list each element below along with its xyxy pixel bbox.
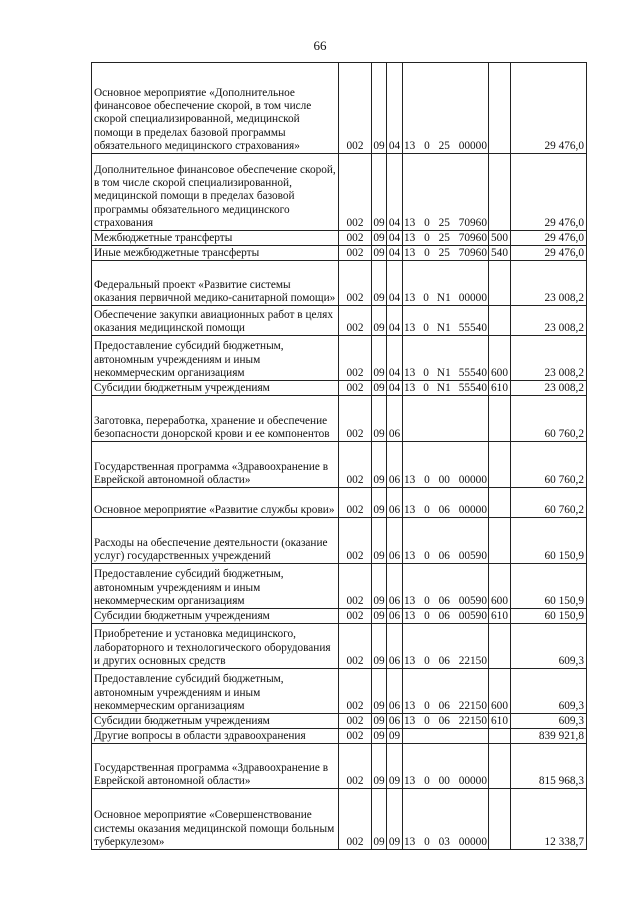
- row-vr: [489, 518, 511, 564]
- row-ved: 002: [339, 564, 372, 609]
- row-vr: [489, 744, 511, 789]
- code-part-p3: N1: [436, 381, 451, 394]
- code-part-p2: 0: [424, 714, 430, 727]
- table-row: [92, 624, 587, 669]
- row-csr: [403, 744, 489, 789]
- code-part-p3: N1: [436, 291, 451, 304]
- row-sum: 29 476,0: [511, 231, 587, 246]
- row-rz: 09: [373, 609, 385, 622]
- table-row: [92, 564, 587, 609]
- row-rz: 09: [372, 261, 387, 306]
- row-csr: [403, 518, 489, 564]
- code-part-p2: 0: [424, 549, 430, 562]
- row-csr: [403, 442, 489, 488]
- code-part-p2: 0: [424, 503, 430, 516]
- row-name: Обеспечение закупки авиационных работ в целях оказания медицинской помощи: [92, 306, 339, 336]
- row-vr: [489, 154, 511, 231]
- row-name: Основное мероприятие «Совершенствование системы оказания медицинской помощи больным туберкулезом»: [92, 789, 339, 850]
- row-csr: [403, 564, 489, 609]
- row-csr: [403, 261, 489, 306]
- code-part-p2: 0: [424, 835, 430, 848]
- row-ved: 002: [339, 714, 372, 729]
- target-article-code: [404, 367, 487, 380]
- row-rz: 09: [372, 396, 387, 442]
- code-part-p3: 25: [438, 216, 450, 229]
- target-article-code: [404, 655, 487, 668]
- row-ved: 002: [339, 154, 372, 231]
- table-row: [92, 609, 587, 624]
- code-part-p4: 22150: [458, 714, 487, 727]
- row-rz: 09: [372, 564, 387, 609]
- row-csr: [403, 381, 489, 396]
- row-name: Предоставление субсидий бюджетным, автономным учреждениям и иным некоммерческим организациям: [92, 564, 339, 609]
- code-part-p2: 0: [424, 594, 430, 607]
- row-ved: 002: [339, 261, 372, 306]
- table-row: [92, 488, 587, 518]
- code-part-p2: 0: [424, 654, 430, 667]
- row-sum: 609,3: [511, 714, 587, 729]
- row-csr: [403, 669, 489, 714]
- code-part-p1: 13: [404, 321, 416, 334]
- code-part-p1: 13: [404, 139, 416, 152]
- table-row: [92, 744, 587, 789]
- table-row: [92, 714, 587, 729]
- row-name: Дополнительное финансовое обеспечение скорой, в том числе скорой специализированной, медицинской помощи в пределах базовой программы обязательного медицинского страхования: [92, 154, 339, 231]
- row-name: Государственная программа «Здравоохранение в Еврейской автономной области»: [92, 744, 339, 789]
- row-pr: 06: [387, 488, 403, 518]
- row-csr: [403, 246, 489, 261]
- code-part-p4: 00590: [458, 609, 487, 622]
- row-rz: 09: [372, 669, 387, 714]
- row-pr: 06: [387, 564, 403, 609]
- code-part-p2: 0: [424, 774, 430, 787]
- row-ved: 002: [339, 231, 372, 246]
- row-sum: 23 008,2: [511, 306, 587, 336]
- row-pr: 04: [387, 154, 403, 231]
- target-article-code: [404, 595, 487, 608]
- row-rz: 09: [372, 488, 387, 518]
- row-name: Основное мероприятие «Дополнительное финансовое обеспечение скорой, в том числе скорой специализированной, медицинской помощи в пределах базовой программы обязательного медицинского страхования»: [92, 63, 339, 154]
- target-article-code: [404, 382, 487, 395]
- code-part-p3: 06: [438, 699, 450, 712]
- table-row: [92, 336, 587, 381]
- row-csr: [403, 306, 489, 336]
- row-vr: [489, 789, 511, 850]
- row-name: Субсидии бюджетным учреждениям: [92, 381, 339, 396]
- row-name: Приобретение и установка медицинского, лабораторного и технологического оборудования и других основных средств: [92, 624, 339, 669]
- row-pr: 04: [387, 231, 403, 246]
- row-vr: 600: [489, 669, 511, 714]
- code-part-p3: 00: [438, 774, 450, 787]
- code-part-p2: 0: [424, 216, 430, 229]
- row-vr: [489, 442, 511, 488]
- target-article-code: [404, 775, 487, 788]
- code-part-p2: 0: [423, 366, 429, 379]
- code-part-p1: 13: [404, 216, 416, 229]
- row-rz: 09: [373, 381, 385, 394]
- row-sum: 609,3: [511, 624, 587, 669]
- row-csr: [403, 609, 489, 624]
- row-sum: 839 921,8: [511, 729, 587, 744]
- code-part-p1: 13: [404, 714, 416, 727]
- row-csr: [403, 488, 489, 518]
- target-article-code: [404, 504, 487, 517]
- row-pr: 06: [387, 714, 403, 729]
- code-part-p3: 25: [438, 246, 450, 259]
- table-row: [92, 396, 587, 442]
- code-part-p1: 13: [404, 774, 416, 787]
- row-sum: 23 008,2: [511, 336, 587, 381]
- code-part-p3: 06: [438, 503, 450, 516]
- code-part-p4: 00590: [458, 594, 487, 607]
- row-rz: 09: [372, 306, 387, 336]
- code-part-p4: 00590: [458, 549, 487, 562]
- row-ved: 002: [339, 624, 372, 669]
- row-rz: 09: [372, 744, 387, 789]
- row-ved: 002: [339, 336, 372, 381]
- code-part-p1: 13: [404, 366, 416, 379]
- row-ved: 002: [339, 789, 372, 850]
- page-number: 66: [313, 38, 327, 53]
- code-part-p1: 13: [404, 549, 416, 562]
- row-vr: 600: [489, 564, 511, 609]
- code-part-p3: N1: [436, 321, 451, 334]
- row-sum: 60 760,2: [511, 442, 587, 488]
- row-ved: 002: [339, 381, 372, 396]
- code-part-p3: 25: [438, 139, 450, 152]
- row-sum: 60 150,9: [511, 609, 587, 624]
- row-vr: 500: [489, 231, 511, 246]
- row-sum: 23 008,2: [511, 381, 587, 396]
- code-part-p4: 22150: [458, 654, 487, 667]
- table-row: [92, 729, 587, 744]
- table-row: [92, 442, 587, 488]
- row-csr: [403, 63, 489, 154]
- target-article-code: [404, 715, 487, 728]
- code-part-p3: 06: [438, 549, 450, 562]
- table-row: [92, 231, 587, 246]
- target-article-code: [404, 550, 487, 563]
- target-article-code: [404, 322, 487, 335]
- code-part-p3: 03: [438, 835, 450, 848]
- row-sum: 29 476,0: [511, 63, 587, 154]
- row-pr: 06: [387, 396, 403, 442]
- row-pr: 04: [387, 306, 403, 336]
- row-pr: 04: [387, 246, 403, 261]
- row-pr: 09: [387, 744, 403, 789]
- row-pr: 04: [387, 381, 403, 396]
- row-rz: 09: [372, 63, 387, 154]
- row-name: Федеральный проект «Развитие системы оказания первичной медико-санитарной помощи»: [92, 261, 339, 306]
- code-part-p2: 0: [423, 321, 429, 334]
- row-sum: 815 968,3: [511, 744, 587, 789]
- row-vr: 610: [489, 714, 511, 729]
- row-name: Расходы на обеспечение деятельности (оказание услуг) государственных учреждений: [92, 518, 339, 564]
- row-ved: 002: [339, 63, 372, 154]
- code-part-p2: 0: [424, 473, 430, 486]
- table-row: [92, 789, 587, 850]
- row-name: Предоставление субсидий бюджетным, автономным учреждениям и иным некоммерческим организациям: [92, 669, 339, 714]
- budget-table: [91, 62, 587, 850]
- row-pr: 04: [387, 336, 403, 381]
- row-pr: 06: [387, 624, 403, 669]
- target-article-code: [404, 247, 487, 260]
- row-vr: [489, 488, 511, 518]
- row-vr: [489, 396, 511, 442]
- row-rz: 09: [373, 246, 385, 259]
- row-csr: [403, 154, 489, 231]
- row-rz: 09: [372, 336, 387, 381]
- row-name: Заготовка, переработка, хранение и обеспечение безопасности донорской крови и ее компонентов: [92, 396, 339, 442]
- target-article-code: [404, 292, 487, 305]
- code-part-p4: 00000: [458, 139, 487, 152]
- row-rz: 09: [373, 231, 385, 244]
- row-csr: [403, 729, 489, 744]
- code-part-p3: N1: [436, 366, 451, 379]
- row-rz: 09: [372, 624, 387, 669]
- code-part-p2: 0: [424, 139, 430, 152]
- code-part-p1: 13: [404, 699, 416, 712]
- code-part-p4: 70960: [458, 231, 487, 244]
- code-part-p4: 00000: [458, 473, 487, 486]
- row-name: Основное мероприятие «Развитие службы крови»: [92, 488, 339, 518]
- code-part-p4: 00000: [458, 835, 487, 848]
- code-part-p1: 13: [404, 609, 416, 622]
- row-rz: 09: [372, 789, 387, 850]
- row-pr: 06: [387, 609, 403, 624]
- row-csr: [403, 624, 489, 669]
- row-sum: 12 338,7: [511, 789, 587, 850]
- row-pr: 04: [387, 63, 403, 154]
- row-vr: 600: [489, 336, 511, 381]
- row-csr: [403, 396, 489, 442]
- row-sum: 60 760,2: [511, 396, 587, 442]
- code-part-p3: 06: [438, 654, 450, 667]
- row-sum: 23 008,2: [511, 261, 587, 306]
- code-part-p4: 00000: [458, 503, 487, 516]
- row-rz: 09: [372, 442, 387, 488]
- row-pr: 06: [387, 669, 403, 714]
- row-rz: 09: [372, 518, 387, 564]
- row-sum: 60 150,9: [511, 564, 587, 609]
- row-vr: 610: [489, 609, 511, 624]
- row-pr: 06: [387, 518, 403, 564]
- table-row: [92, 63, 587, 154]
- code-part-p3: 06: [438, 714, 450, 727]
- row-ved: 002: [339, 488, 372, 518]
- row-ved: 002: [339, 609, 372, 624]
- code-part-p1: 13: [404, 654, 416, 667]
- row-rz: 09: [372, 154, 387, 231]
- code-part-p2: 0: [423, 291, 429, 304]
- row-name: Межбюджетные трансферты: [92, 231, 339, 246]
- row-vr: [489, 624, 511, 669]
- row-vr: [489, 306, 511, 336]
- row-rz: 09: [373, 714, 385, 727]
- code-part-p2: 0: [424, 231, 430, 244]
- code-part-p4: 70960: [458, 216, 487, 229]
- row-csr: [403, 231, 489, 246]
- row-sum: 29 476,0: [511, 154, 587, 231]
- row-vr: 540: [489, 246, 511, 261]
- code-part-p2: 0: [424, 609, 430, 622]
- code-part-p1: 13: [404, 291, 416, 304]
- code-part-p1: 13: [404, 594, 416, 607]
- table-row: [92, 518, 587, 564]
- code-part-p2: 0: [424, 246, 430, 259]
- target-article-code: [404, 140, 487, 153]
- row-rz: 09: [373, 729, 385, 742]
- code-part-p3: 00: [438, 473, 450, 486]
- table-row: [92, 246, 587, 261]
- row-csr: [403, 336, 489, 381]
- row-sum: 60 760,2: [511, 488, 587, 518]
- row-name: Субсидии бюджетным учреждениям: [92, 609, 339, 624]
- target-article-code: [404, 474, 487, 487]
- row-ved: 002: [339, 246, 372, 261]
- row-ved: 002: [339, 744, 372, 789]
- code-part-p3: 06: [438, 594, 450, 607]
- row-ved: 002: [339, 729, 372, 744]
- target-article-code: [404, 232, 487, 245]
- code-part-p1: 13: [404, 835, 416, 848]
- target-article-code: [404, 217, 487, 230]
- code-part-p1: 13: [404, 503, 416, 516]
- code-part-p2: 0: [424, 699, 430, 712]
- row-ved: 002: [339, 396, 372, 442]
- row-name: Государственная программа «Здравоохранение в Еврейской автономной области»: [92, 442, 339, 488]
- row-name: Иные межбюджетные трансферты: [92, 246, 339, 261]
- code-part-p2: 0: [423, 381, 429, 394]
- code-part-p1: 13: [404, 473, 416, 486]
- row-pr: 04: [387, 261, 403, 306]
- code-part-p4: 55540: [458, 381, 487, 394]
- table-row: [92, 261, 587, 306]
- row-vr: 610: [489, 381, 511, 396]
- code-part-p4: 00000: [458, 291, 487, 304]
- row-ved: 002: [339, 442, 372, 488]
- row-pr: 09: [387, 729, 403, 744]
- row-csr: [403, 714, 489, 729]
- code-part-p4: 70960: [458, 246, 487, 259]
- row-ved: 002: [339, 669, 372, 714]
- code-part-p3: 25: [438, 231, 450, 244]
- row-ved: 002: [339, 518, 372, 564]
- row-vr: [489, 261, 511, 306]
- row-pr: 09: [387, 789, 403, 850]
- code-part-p4: 55540: [458, 366, 487, 379]
- row-csr: [403, 789, 489, 850]
- row-name: Другие вопросы в области здравоохранения: [92, 729, 339, 744]
- row-pr: 06: [387, 442, 403, 488]
- row-name: Предоставление субсидий бюджетным, автономным учреждениям и иным некоммерческим организациям: [92, 336, 339, 381]
- row-sum: 609,3: [511, 669, 587, 714]
- code-part-p1: 13: [404, 231, 416, 244]
- row-ved: 002: [339, 306, 372, 336]
- code-part-p4: 22150: [458, 699, 487, 712]
- target-article-code: [404, 700, 487, 713]
- code-part-p4: 55540: [458, 321, 487, 334]
- code-part-p1: 13: [404, 246, 416, 259]
- code-part-p3: 06: [438, 609, 450, 622]
- row-vr: [489, 729, 511, 744]
- row-sum: 60 150,9: [511, 518, 587, 564]
- target-article-code: [404, 836, 487, 849]
- row-name: Субсидии бюджетным учреждениям: [92, 714, 339, 729]
- table-row: [92, 154, 587, 231]
- table-row: [92, 306, 587, 336]
- row-vr: [489, 63, 511, 154]
- table-row: [92, 381, 587, 396]
- code-part-p1: 13: [404, 381, 416, 394]
- table-row: [92, 669, 587, 714]
- row-sum: 29 476,0: [511, 246, 587, 261]
- target-article-code: [404, 610, 487, 623]
- code-part-p4: 00000: [458, 774, 487, 787]
